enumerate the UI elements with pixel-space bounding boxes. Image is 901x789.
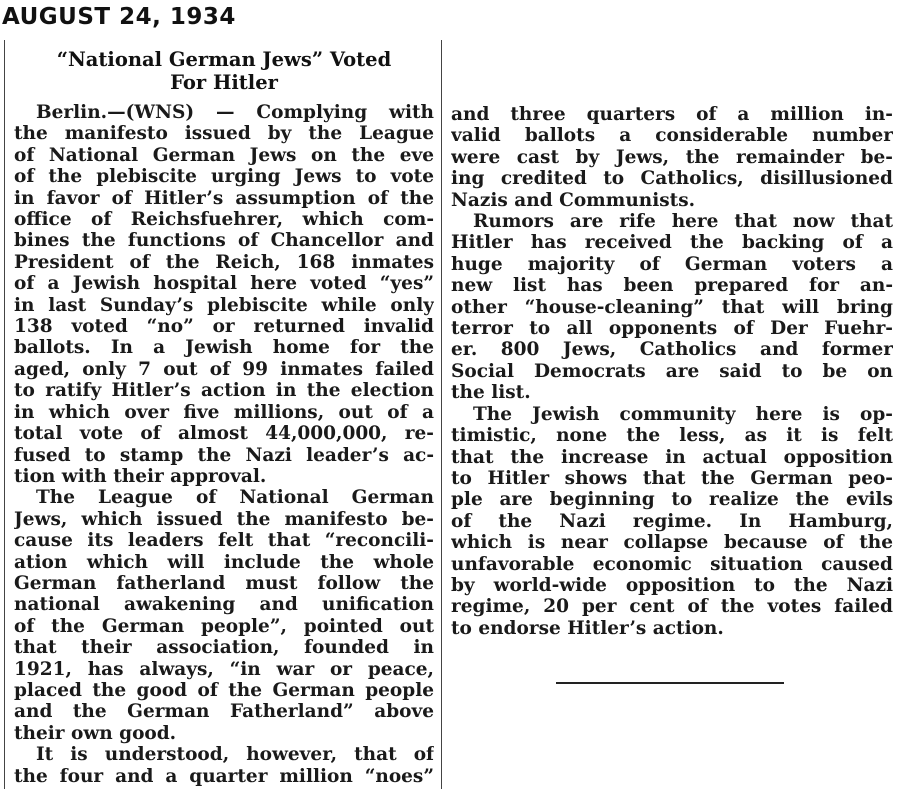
article-end-rule (556, 682, 784, 684)
text-line: ballots. In a Jewish home for the (14, 337, 434, 359)
text-line: It is understood, however, that of (36, 744, 434, 766)
text-line: ing credited to Catholics, disillusioned (451, 168, 893, 190)
text-line: Jews, which issued the manifesto be- (14, 508, 434, 530)
page-date-header: AUGUST 24, 1934 (2, 4, 236, 30)
text-line: fused to stamp the Nazi leader’s ac- (14, 444, 434, 466)
text-line: Nazis and Communists. (451, 189, 696, 211)
text-line: that the increase in actual opposition (451, 446, 893, 468)
article-left-column (14, 48, 434, 787)
text-line: the manifesto issued by the League (14, 123, 434, 145)
text-line: to Hitler shows that the German peo- (451, 467, 893, 489)
text-line: by world-wide opposition to the Nazi (451, 574, 893, 596)
text-line: in favor of Hitler’s assumption of the (14, 187, 434, 209)
text-line: 1921, has always, “in war or peace, (14, 658, 434, 680)
text-line: ation which will include the whole (14, 551, 434, 573)
text-line: valid ballots a considerable number (451, 125, 893, 147)
headline-line-1: “National German Jews” Voted (56, 48, 392, 71)
text-line: which is near collapse because of the (451, 532, 893, 554)
text-line: German fatherland must follow the (14, 572, 434, 594)
text-line: regime, 20 per cent of the votes failed (451, 596, 893, 618)
text-line: their own good. (14, 722, 177, 744)
text-line: Rumors are rife here that now that (473, 211, 893, 233)
text-line: 138 voted “no” or returned invalid (14, 316, 434, 338)
text-line: total vote of almost 44,000,000, re- (14, 423, 434, 445)
column-divider-rule (441, 40, 442, 789)
text-line: other “house-cleaning” that will bring (451, 296, 893, 318)
text-line: to endorse Hitler’s action. (451, 617, 724, 639)
text-line: national awakening and unification (14, 594, 434, 616)
text-line: were cast by Jews, the remainder be- (451, 146, 893, 168)
text-line: bines the functions of Chancellor and (14, 230, 434, 252)
text-line: placed the good of the German people (14, 679, 434, 701)
text-line: the list. (451, 382, 531, 404)
text-line: terror to all opponents of Der Fuehr- (451, 318, 893, 340)
right-column-text (451, 104, 893, 639)
text-line: in last Sunday’s plebiscite while only (14, 294, 434, 316)
text-line: Hitler has received the backing of a (451, 232, 893, 254)
text-line: the four and a quarter million “noes” (14, 765, 434, 787)
text-line: of National German Jews on the eve (14, 144, 434, 166)
text-line: new list has been prepared for an- (451, 275, 893, 297)
text-line: of a Jewish hospital here voted “yes” (14, 273, 434, 295)
article-headline (14, 48, 434, 94)
text-line: huge majority of German voters a (451, 253, 893, 275)
text-line: cause its leaders felt that “reconcili- (14, 530, 434, 552)
left-column-rule (4, 40, 5, 789)
text-line: Berlin.—(WNS) — Complying with (36, 102, 434, 123)
text-line: in which over five millions, out of a (14, 401, 434, 423)
text-line: office of Reichsfuehrer, which com- (14, 209, 434, 231)
text-line: of the Nazi regime. In Hamburg, (451, 510, 893, 532)
text-line: er. 800 Jews, Catholics and former (451, 339, 893, 361)
text-line: President of the Reich, 168 inmates (14, 251, 434, 273)
headline-line-2: For Hitler (170, 71, 278, 94)
text-line: The Jewish community here is op- (473, 403, 893, 425)
text-line: aged, only 7 out of 99 inmates failed (14, 358, 434, 380)
text-line: of the plebiscite urging Jews to vote (14, 166, 434, 188)
text-line: and three quarters of a million in- (451, 104, 893, 125)
text-line: of the German people”, pointed out (14, 615, 434, 637)
left-column-text (14, 102, 434, 787)
text-line: unfavorable economic situation caused (451, 553, 893, 575)
text-line: to ratify Hitler’s action in the election (14, 380, 434, 402)
text-line: timistic, none the less, as it is felt (451, 425, 893, 447)
text-line: The League of National German (36, 487, 434, 509)
article-right-column (451, 104, 893, 639)
text-line: and the German Fatherland” above (14, 701, 434, 723)
text-line: Social Democrats are said to be on (451, 360, 893, 382)
text-line: that their association, founded in (14, 637, 434, 659)
text-line: ple are beginning to realize the evils (451, 489, 893, 511)
text-line: tion with their approval. (14, 465, 267, 487)
